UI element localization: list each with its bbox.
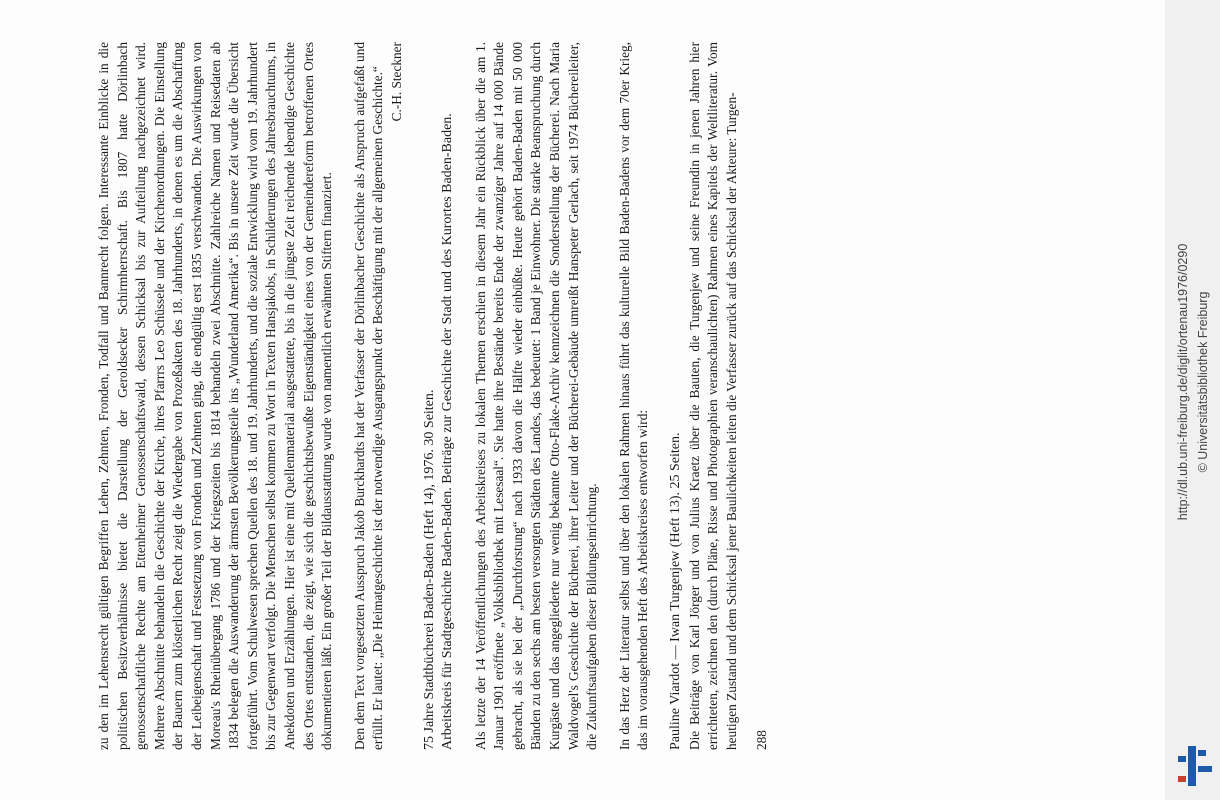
- paragraph-stadtbuecherei: Als letzte der 14 Veröffentlichungen des Arbeitskreises zu lokalen Themen erschien in diesem Jahr ein Rückblick über die am 1. Januar 1901 eröffnete „Volksbibliothek mit Lesesaal“. Sie hatte ihre Bestände bereits Ende der zwanziger Jahre auf 14 000 Bände gebracht, als sie bei der „Durchforstung“ nach 1933 davon die Hälfte wieder einbüßte. Heute gehört Baden-Baden mit 50 000 Bänden zu den sechs am besten versorgten Städten des Landes, das bedeutet: 1 Band je Einwohner. Die starke Beanspruchung durch Kurgäste und das angegliederte nur wenig bekannte Otto-Flake-Archiv kennzeichnen die Sonderstellung der Bücherei. Nach Maria Waldvogel's Geschichte der Bücherei, ihrer Leiter und der Bücherei-Gebäude umreißt Hanspeter Gerlach, seit 1974 Büchereileiter, die Zukunftsaufgaben dieser Bildungseinrichtung.: [472, 42, 600, 750]
- paragraph-doerlinbach: zu den im Lehensrecht gültigen Begriffen Lehen, Zehnten, Fronden, Todfall und Bannrecht folgen. Interessante Einblicke in die politischen Besitzverhältnisse bietet die Darstellung der Geroldsecker Schirmherrschaft. Bis 1807 hatte Dörlinbach genossenschaftliche Rechte am Ettenheimer Genossenschaftswald, dessen Schicksal bis zur Aufteilung nachgezeichnet wird. Mehrere Abschnitte behandeln die Geschichte der Kirche, ihres Pfarrrs Leo Schüssele und der Kirchenordnungen. Die Einstellung der Bauern zum klösterlichen Recht zeigt die Wiedergabe von Prozeßakten des 18. Jahrhunderts, in denen es um die Abschaffung der Leibeigenschaft und Festsetzung von Fronden und Zehnten ging, die endgültig erst 1835 verschwanden. Die Auswirkungen von Moreau's Rheinübergang 1786 und der Kriegszeiten bis 1814 behandeln zwei Abschnitte. Zahlreiche Namen und Reisedaten ab 1834 belegen die Auswanderung der ärmsten Bevölkerungsteile ins „Wunderland Amerika“. Bis in unsere Zeit wurde die Übersicht fortgeführt. Vom Schulwesen sprechen Quellen des 18. und 19. Jahrhunderts, und die soziale Entwicklung wird vom 19. Jahrhundert bis zur Gegenwart verfolgt. Die Menschen selbst kommen zu Wort in Texten Hansjakobs, in Schilderungen des Jahresbrauchtums, in Anekdoten und Erzählungen. Hier ist eine mit Quellenmaterial ausgestattete, bis in die jüngste Zeit reichende lebendige Geschichte des Ortes entstanden, die zeigt, wie sich die geschichtsbewußte Eigenständigkeit eines von der Gemeindereform betroffenen Ortes dokumentieren läßt. Ein großer Teil der Bildausstattung wurde von namentlich erwähnten Stiftern finanziert.: [96, 42, 335, 750]
- review-signature: C.-H. Steckner: [388, 42, 404, 122]
- paragraph-burckhardt-quote: Den dem Text vorgesetzten Ausspruch Jakob Burckhardts hat der Verfasser der Dörlinbacher Geschichte als Anspruch aufgefaßt und erfüllt. Er lautet: „Die Heimatgeschichte ist der notwendige Ausgangspunkt der Beschäftigung mit der allgemeinen Geschichte.“: [351, 42, 386, 750]
- heading-stadtbuecherei: 75 Jahre Stadtbücherei Baden-Baden (Heft 14), 1976. 30 Seiten.: [421, 389, 437, 750]
- page-number: 288: [754, 730, 770, 750]
- paragraph-literatur: In das Herz der Literatur selbst und über den lokalen Rahmen hinaus führt das kulturelle Bild Baden-Badens vor dem 70er Krieg, das im vorausgehenden Heft des Arbeitskreises entworfen wird:: [616, 42, 651, 750]
- rotated-text-block: [95, 42, 1045, 750]
- archive-sidebar: [1165, 0, 1220, 800]
- paragraph-turgenjew: Die Beiträge von Karl Jörger und von Julius Kraetz über die Bauten, die Turgenjew und seine Freundin in jenen Jahren hier errichteten, zeichnen den (durch Pläne, Risse und Photographien veranschaulichten) Rahmen eines Kapitels der Weltliteratur. Vom heutigen Zustand und dem Schicksal jener Baulichkeiten leiten die Verfasser zurück auf das Schicksal der Akteure: Turgen-: [686, 42, 739, 750]
- heading-viardot-turgenjew: Pauline Viardot — Iwan Turgenjew (Heft 13). 25 Seiten.: [668, 432, 684, 750]
- ub-freiburg-logo-icon: [1170, 742, 1218, 790]
- heading-stadtbuecherei-subtitle: Arbeitskreis für Stadtgeschichte Baden-Baden. Beiträge zur Geschichte der Stadt und des Kurortes Baden-Baden.: [440, 113, 456, 750]
- copyright-notice: © Universitätsbibliothek Freiburg: [1196, 291, 1210, 473]
- source-url-link[interactable]: http://dl.ub.uni-freiburg.de/diglit/ortenau1976/0290: [1176, 243, 1190, 521]
